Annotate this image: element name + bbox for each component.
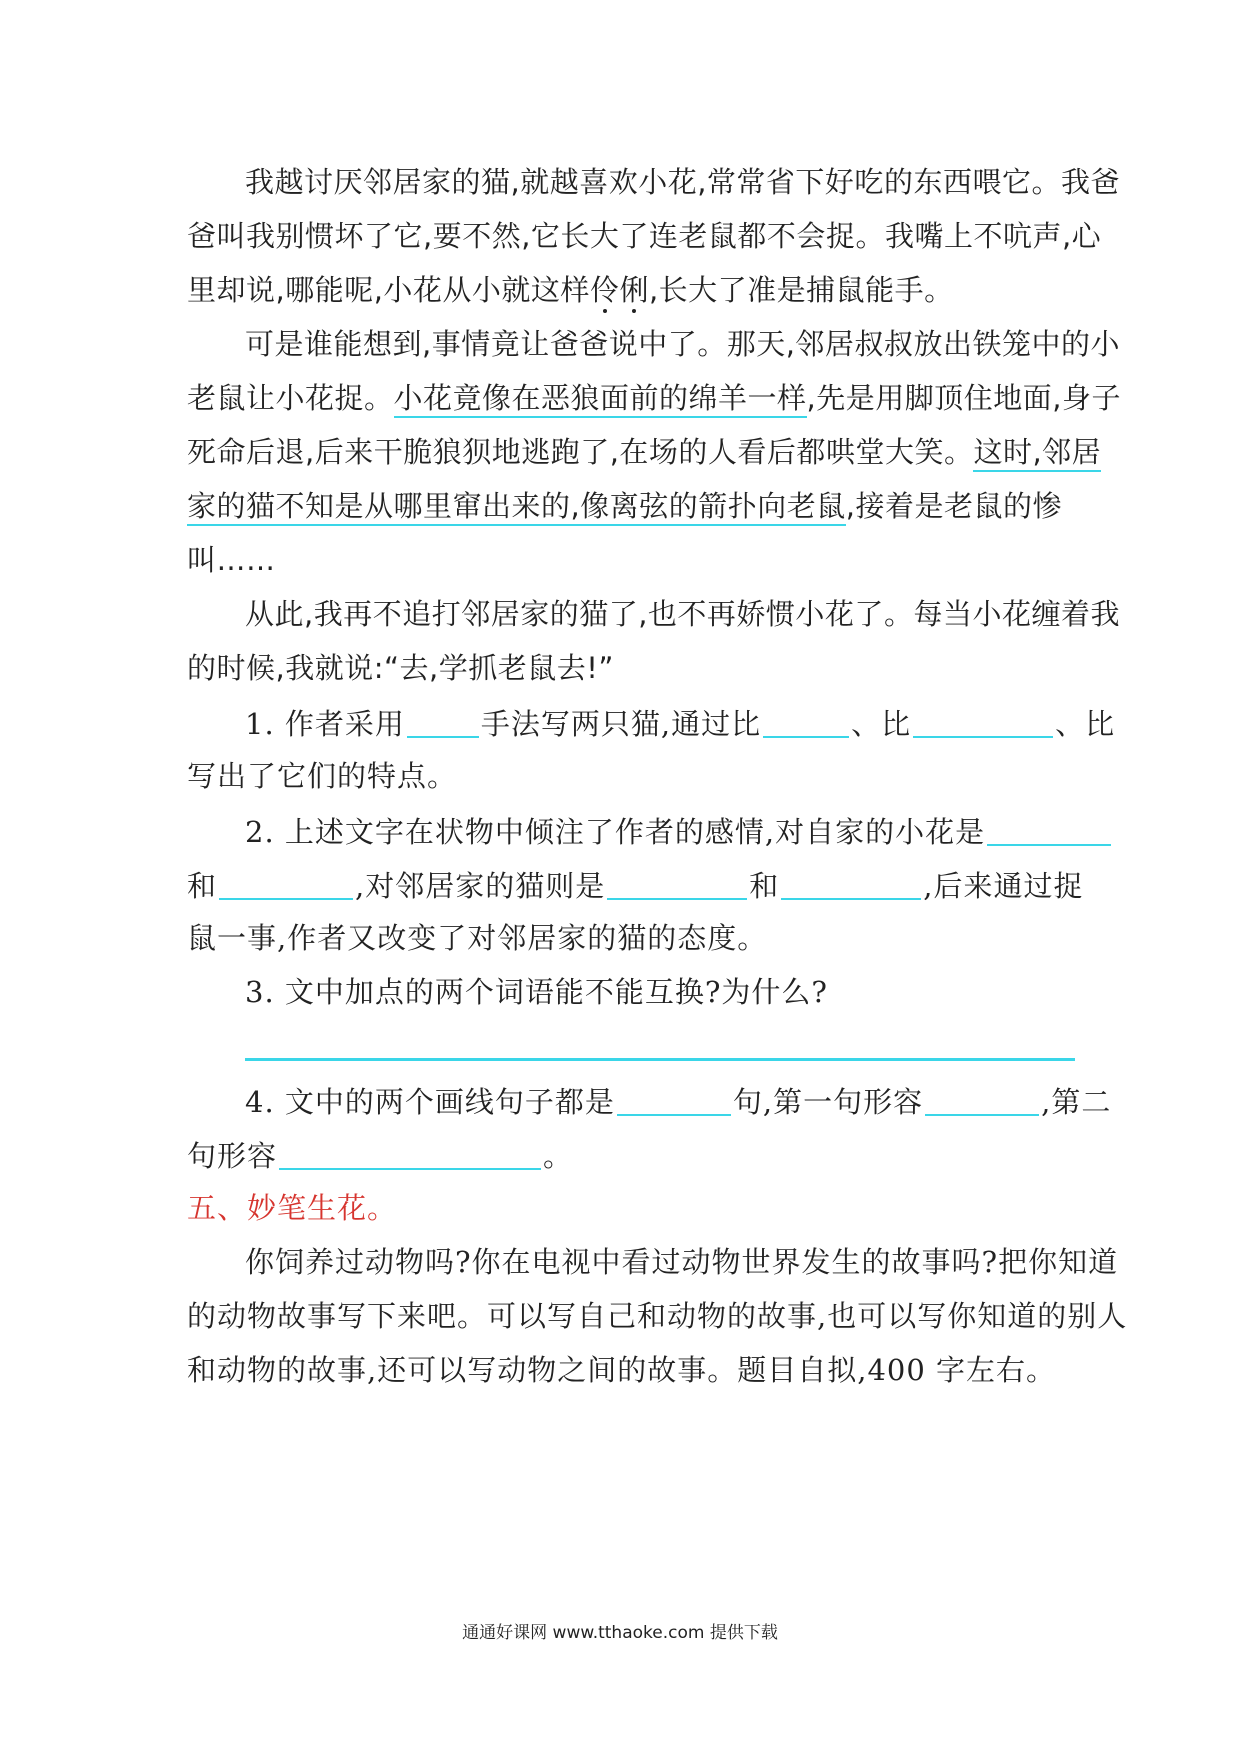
passage-line: 叫…… <box>187 543 276 577</box>
answer-blank[interactable] <box>279 1136 541 1170</box>
question-4: 4. 文中的两个画线句子都是 句,第一句形容 ,第二 <box>245 1082 1145 1120</box>
question-1-cont: 写出了它们的特点。 <box>187 759 458 793</box>
passage-line: 可是谁能想到,事情竟让爸爸说中了。那天,邻居叔叔放出铁笼中的小 <box>245 327 1120 361</box>
answer-blank[interactable] <box>617 1082 731 1116</box>
answer-blank[interactable] <box>407 704 479 738</box>
answer-blank[interactable] <box>763 704 849 738</box>
prompt-line: 的动物故事写下来吧。可以写自己和动物的故事,也可以写你知道的别人 <box>187 1299 1128 1333</box>
passage-line: 从此,我再不追打邻居家的猫了,也不再娇惯小花了。每当小花缠着我 <box>245 597 1120 631</box>
passage-line: 我越讨厌邻居家的猫,就越喜欢小花,常常省下好吃的东西喂它。我爸 <box>245 165 1120 199</box>
answer-blank[interactable] <box>607 866 747 900</box>
question-2: 2. 上述文字在状物中倾注了作者的感情,对自家的小花是 <box>245 812 1145 850</box>
question-1: 1. 作者采用 手法写两只猫,通过比 、比 、比 <box>245 704 1145 742</box>
passage-line: 爸叫我别惯坏了它,要不然,它长大了连老鼠都不会捉。我嘴上不吭声,心 <box>187 219 1102 253</box>
question-4-cont: 句形容 。 <box>187 1136 1087 1174</box>
answer-blank[interactable] <box>913 704 1053 738</box>
section-heading: 五、妙笔生花。 <box>187 1191 398 1225</box>
passage-line: 家的猫不知是从哪里窜出来的,像离弦的箭扑向老鼠,接着是老鼠的惨 <box>187 488 1087 524</box>
underlined-sentence-2: 这时,邻居 <box>973 435 1101 472</box>
question-2-cont: 和 ,对邻居家的猫则是 和 ,后来通过捉 <box>187 866 1087 904</box>
answer-blank[interactable] <box>219 866 353 900</box>
dotted-word-char: 伶 <box>589 273 620 307</box>
passage-line: 的时候,我就说:“去,学抓老鼠去!” <box>187 651 614 685</box>
question-3: 3. 文中加点的两个词语能不能互换?为什么? <box>245 975 828 1009</box>
answer-blank[interactable] <box>925 1082 1039 1116</box>
underlined-sentence-1: 小花竟像在恶狼面前的绵羊一样 <box>394 381 807 418</box>
footer-text: 通通好课网 www.tthaoke.com 提供下载 <box>462 1623 778 1643</box>
underlined-sentence-2-cont: 家的猫不知是从哪里窜出来的,像离弦的箭扑向老鼠 <box>187 489 846 526</box>
prompt-line: 你饲养过动物吗?你在电视中看过动物世界发生的故事吗?把你知道 <box>245 1245 1119 1279</box>
answer-line[interactable] <box>245 1058 1075 1061</box>
answer-blank[interactable] <box>987 812 1111 846</box>
dotted-word-char: 俐 <box>619 273 649 307</box>
prompt-line: 和动物的故事,还可以写动物之间的故事。题目自拟,400 字左右。 <box>187 1353 1057 1387</box>
question-2-cont: 鼠一事,作者又改变了对邻居家的猫的态度。 <box>187 921 768 955</box>
passage-line: 老鼠让小花捉。小花竟像在恶狼面前的绵羊一样,先是用脚顶住地面,身子 <box>187 380 1087 416</box>
passage-line: 里却说,哪能呢,小花从小就这样伶俐,长大了准是捕鼠能手。 <box>187 273 954 307</box>
answer-blank[interactable] <box>781 866 921 900</box>
passage-line: 死命后退,后来干脆狼狈地逃跑了,在场的人看后都哄堂大笑。这时,邻居 <box>187 434 1087 470</box>
